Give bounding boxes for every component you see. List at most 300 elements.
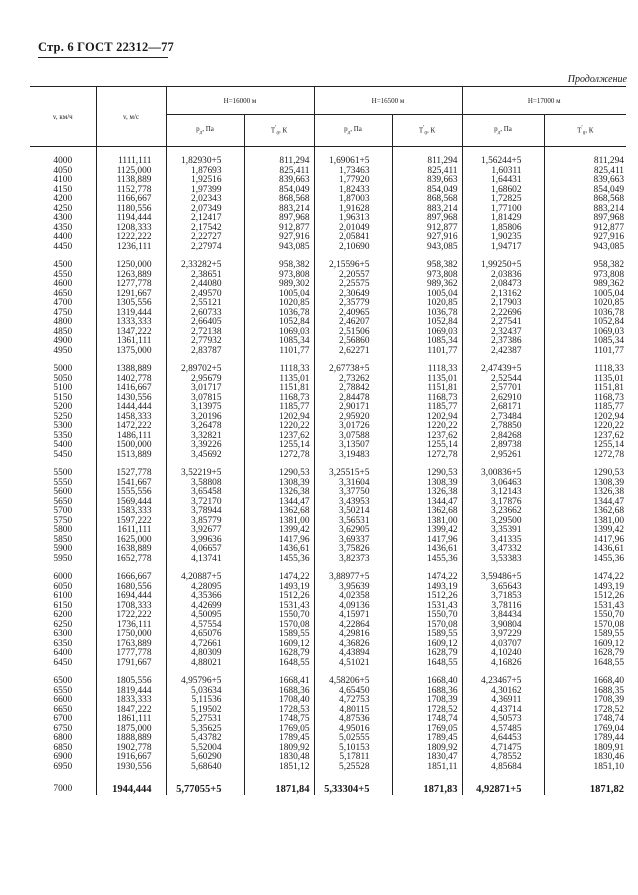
cell-t-17000: 1272,78 [544,451,626,461]
cell-v-kmh: 4400 [53,232,73,242]
cell-v-ms: 1694,444 [96,592,166,602]
cell-t-16000: 1069,03 [244,328,314,338]
cell-v-kmh: 5200 [53,402,73,412]
cell-t-16500: 1417,96 [392,536,462,546]
cell-t-17000: 1436,61 [544,545,626,555]
cell-t-16000: 1455,36 [244,555,314,565]
cell-p-16500: 1,73463 [314,167,392,177]
cell-p-16000: 1,92516 [166,176,244,186]
cell-p-16500: 4,15971 [314,611,392,621]
cell-t-16500: 958,382 [392,252,462,271]
cell-t-17000: 1609,12 [544,640,626,650]
cell-v-ms: 1902,778 [96,744,166,754]
cell-p-16000: 1,87693 [166,167,244,177]
cell-p-16500: 2,25575 [314,280,392,290]
cell-p-16500: 5,17811 [314,753,392,763]
cell-p-16000: 5,35625 [166,725,244,735]
cell-p-17000: 2,37386 [462,337,544,347]
cell-v-kmh: 4600 [53,279,73,289]
cell-t-16000: 1118,33 [244,356,314,375]
cell-p-17000: 4,50573 [462,715,544,725]
cell-p-16500: 2,30649 [314,290,392,300]
cell-t-16000: 1101,77 [244,347,314,357]
cell-p-16500: 1,87003 [314,195,392,205]
cell-t-17000: 897,968 [544,214,626,224]
cell-p-17000: 3,17876 [462,498,544,508]
cell-p-17000: 3,65643 [462,583,544,593]
cell-t-16000: 897,968 [244,214,314,224]
cell-t-17000: 883,214 [544,205,626,215]
cell-v-ms: 1361,111 [96,337,166,347]
cell-p-16500: 3,75826 [314,545,392,555]
cell-v-kmh: 4800 [53,317,73,327]
cell-p-16500: 5,10153 [314,744,392,754]
cell-p-16500: 3,13507 [314,441,392,451]
cell-v-kmh: 4200 [53,194,73,204]
cell-p-17000: 2,08473 [462,280,544,290]
cell-p-17000: 2,73484 [462,413,544,423]
cell-v-ms: 1444,444 [96,403,166,413]
cell-t-17000: 1362,68 [544,507,626,517]
cell-v-kmh: 6400 [53,648,73,658]
cell-p-16500: 3,37750 [314,488,392,498]
cell-p-16000: 5,77055+5 [166,772,244,795]
cell-p-16500: 4,72753 [314,696,392,706]
cell-t-17000: 927,916 [544,233,626,243]
cell-t-16500: 1237,62 [392,432,462,442]
table-row [30,555,626,565]
cell-t-16000: 1436,61 [244,545,314,555]
cell-t-16500: 1255,14 [392,441,462,451]
cell-t-16000: 1272,78 [244,451,314,461]
cell-t-16000: 1220,22 [244,422,314,432]
cell-t-16500: 1589,55 [392,630,462,640]
cell-p-17000: 1,68602 [462,186,544,196]
cell-v-ms: 1388,889 [96,356,166,375]
col-header-p: $p_д$, Па [166,115,244,147]
cell-t-17000: 1417,96 [544,536,626,546]
cell-v-ms: 1180,556 [96,205,166,215]
cell-t-17000: 1005,04 [544,290,626,300]
cell-t-16000: 1185,77 [244,403,314,413]
cell-v-kmh: 4350 [53,222,73,233]
table-row [30,451,626,461]
cell-v-kmh: 6550 [53,685,73,696]
cell-p-17000: 4,16826 [462,659,544,669]
cell-t-17000: 1474,22 [544,564,626,583]
cell-v-ms: 1486,111 [96,432,166,442]
cell-t-16500: 839,663 [392,176,462,186]
cell-t-16500: 973,808 [392,271,462,281]
cell-t-16500: 1308,39 [392,479,462,489]
cell-t-16000: 1474,22 [244,564,314,583]
cell-p-16500: 1,96313 [314,214,392,224]
cell-v-ms: 1611,111 [96,526,166,536]
cell-t-16000: 1085,34 [244,337,314,347]
cell-p-16500: 2,90171 [314,403,392,413]
cell-p-16500: 3,69337 [314,536,392,546]
cell-p-16000: 5,52004 [166,744,244,754]
cell-t-16000: 1531,43 [244,602,314,612]
cell-t-16000: 1020,85 [244,299,314,309]
cell-v-kmh: 5400 [53,440,73,450]
cell-t-16000: 811,294 [244,147,314,167]
cell-v-kmh: 4950 [53,345,73,356]
cell-p-16500: 3,62905 [314,526,392,536]
cell-p-16500: 3,95639 [314,583,392,593]
cell-p-16500: 5,02555 [314,734,392,744]
cell-p-16000: 3,45692 [166,451,244,461]
cell-p-17000: 2,22696 [462,309,544,319]
cell-t-17000: 1851,10 [544,763,626,773]
cell-p-16000: 2,89702+5 [166,356,244,375]
cell-p-16500: 4,36826 [314,640,392,650]
cell-v-ms: 1625,000 [96,536,166,546]
cell-p-16000: 4,80309 [166,649,244,659]
cell-t-17000: 1688,35 [544,687,626,697]
cell-v-ms: 1500,000 [96,441,166,451]
cell-p-17000: 3,53383 [462,555,544,565]
cell-t-16500: 927,916 [392,233,462,243]
cell-p-16000: 4,42699 [166,602,244,612]
cell-p-17000: 4,30162 [462,687,544,697]
cell-p-16500: 3,19483 [314,451,392,461]
cell-v-ms: 1430,556 [96,394,166,404]
cell-t-16000: 1417,96 [244,536,314,546]
cell-t-16500: 1789,45 [392,734,462,744]
cell-p-16000: 3,99636 [166,536,244,546]
cell-p-17000: 3,23662 [462,507,544,517]
cell-t-16000: 1748,75 [244,715,314,725]
cell-v-ms: 1194,444 [96,214,166,224]
cell-v-ms: 1777,778 [96,649,166,659]
cell-p-17000: 4,57485 [462,725,544,735]
col-header-p: $p_д$, Па [314,115,392,147]
cell-p-17000: 2,78850 [462,422,544,432]
cell-v-ms: 1305,556 [96,299,166,309]
cell-v-ms: 1583,333 [96,507,166,517]
cell-t-17000: 1085,34 [544,337,626,347]
cell-v-ms: 1666,667 [96,564,166,583]
cell-t-16000: 1036,78 [244,309,314,319]
cell-v-ms: 1291,667 [96,290,166,300]
cell-t-16500: 1728,52 [392,706,462,716]
cell-v-kmh: 4750 [53,307,73,318]
cell-v-ms: 1152,778 [96,186,166,196]
cell-p-16000: 2,49570 [166,290,244,300]
cell-t-16500: 1871,83 [392,772,462,795]
cell-v-ms: 1847,222 [96,706,166,716]
cell-p-16000: 2,44080 [166,280,244,290]
table-row [30,252,626,271]
cell-t-16000: 1728,53 [244,706,314,716]
cell-p-16000: 5,19502 [166,706,244,716]
cell-p-16500: 4,02358 [314,592,392,602]
cell-v-ms: 1819,444 [96,687,166,697]
cell-t-16500: 1362,68 [392,507,462,517]
cell-t-16000: 1570,08 [244,621,314,631]
cell-t-17000: 1455,36 [544,555,626,565]
cell-p-16500: 5,25528 [314,763,392,773]
cell-v-kmh: 6000 [53,572,73,582]
cell-t-17000: 1220,22 [544,422,626,432]
cell-p-16500: 1,77920 [314,176,392,186]
cell-t-16000: 1290,53 [244,460,314,479]
cell-t-16000: 1202,94 [244,413,314,423]
cell-v-ms: 1861,111 [96,715,166,725]
cell-t-16000: 1381,00 [244,517,314,527]
cell-v-ms: 1416,667 [96,384,166,394]
cell-t-17000: 854,049 [544,186,626,196]
cell-v-ms: 1138,889 [96,176,166,186]
cell-p-16000: 2,60733 [166,309,244,319]
cell-p-17000: 2,68171 [462,403,544,413]
cell-v-ms: 1930,556 [96,763,166,773]
cell-v-ms: 1888,889 [96,734,166,744]
cell-t-16500: 1609,12 [392,640,462,650]
table-row [30,772,626,795]
cell-p-16500: 2,01049 [314,224,392,234]
cell-t-17000: 1589,55 [544,630,626,640]
cell-t-16000: 973,808 [244,271,314,281]
cell-t-16500: 1101,77 [392,347,462,357]
cell-t-17000: 1570,08 [544,621,626,631]
cell-t-16000: 1769,05 [244,725,314,735]
cell-p-16000: 4,20887+5 [166,564,244,583]
cell-t-17000: 1290,53 [544,460,626,479]
cell-t-17000: 1512,26 [544,592,626,602]
cell-v-kmh: 5850 [53,534,73,545]
cell-v-ms: 1222,222 [96,233,166,243]
cell-t-17000: 912,877 [544,224,626,234]
cell-p-16000: 4,35366 [166,592,244,602]
cell-p-16000: 1,97399 [166,186,244,196]
table-row [30,460,626,479]
cell-t-16500: 854,049 [392,186,462,196]
cell-p-16000: 4,57554 [166,621,244,631]
cell-p-17000: 4,78552 [462,753,544,763]
cell-p-17000: 1,99250+5 [462,252,544,271]
cell-p-16000: 2,77932 [166,337,244,347]
cell-v-ms: 1402,778 [96,375,166,385]
cell-p-16500: 4,22864 [314,621,392,631]
cell-t-17000: 1809,91 [544,744,626,754]
cell-p-17000: 3,47332 [462,545,544,555]
cell-t-16000: 1668,41 [244,668,314,687]
cell-t-16000: 1871,84 [244,772,314,795]
cell-t-16000: 1851,12 [244,763,314,773]
cell-p-16000: 3,52219+5 [166,460,244,479]
cell-t-17000: 1648,55 [544,659,626,669]
cell-p-16000: 3,85779 [166,517,244,527]
cell-p-17000: 3,97229 [462,630,544,640]
cell-v-ms: 1277,778 [96,280,166,290]
cell-t-16000: 1688,36 [244,687,314,697]
cell-v-kmh: 6200 [53,610,73,620]
cell-p-16500: 2,84478 [314,394,392,404]
cell-p-16000: 3,20196 [166,413,244,423]
cell-p-17000: 2,52544 [462,375,544,385]
cell-t-16500: 1326,38 [392,488,462,498]
cell-p-16500: 1,69061+5 [314,147,392,167]
cell-p-16500: 2,73262 [314,375,392,385]
cell-v-kmh: 6650 [53,704,73,715]
cell-p-17000: 3,12143 [462,488,544,498]
cell-p-16000: 3,58808 [166,479,244,489]
cell-t-16500: 1005,04 [392,290,462,300]
cell-t-17000: 1135,01 [544,375,626,385]
cell-p-17000: 2,95261 [462,451,544,461]
cell-t-17000: 825,411 [544,167,626,177]
cell-v-kmh: 5000 [53,364,73,374]
cell-v-ms: 1347,222 [96,328,166,338]
cell-p-16500: 3,31604 [314,479,392,489]
cell-v-kmh: 6850 [53,742,73,753]
cell-v-kmh: 5350 [53,430,73,441]
cell-t-16000: 868,568 [244,195,314,205]
cell-p-17000: 4,92871+5 [462,772,544,795]
cell-p-16500: 2,78842 [314,384,392,394]
cell-v-ms: 1569,444 [96,498,166,508]
cell-t-16000: 883,214 [244,205,314,215]
col-header-v-kmh: v, км/ч [30,87,96,147]
cell-t-16500: 811,294 [392,147,462,167]
table-row [30,147,626,167]
cell-v-ms: 1597,222 [96,517,166,527]
cell-v-ms: 1736,111 [96,621,166,631]
cell-t-16500: 1069,03 [392,328,462,338]
cell-p-16000: 4,72661 [166,640,244,650]
cell-t-16000: 1362,68 [244,507,314,517]
cell-v-ms: 1916,667 [96,753,166,763]
cell-t-17000: 1628,79 [544,649,626,659]
cell-p-17000: 3,35391 [462,526,544,536]
cell-t-16000: 1052,84 [244,318,314,328]
cell-t-17000: 1036,78 [544,309,626,319]
cell-v-kmh: 6100 [53,591,73,601]
cell-t-17000: 1069,03 [544,328,626,338]
cell-p-17000: 4,85684 [462,763,544,773]
cell-v-kmh: 6050 [53,581,73,592]
cell-t-16500: 1512,26 [392,592,462,602]
cell-p-16000: 3,92677 [166,526,244,536]
cell-t-17000: 1185,77 [544,403,626,413]
cell-p-16000: 2,12417 [166,214,244,224]
cell-p-17000: 2,84268 [462,432,544,442]
cell-p-17000: 4,03707 [462,640,544,650]
cell-t-16500: 1668,40 [392,668,462,687]
cell-v-kmh: 4850 [53,326,73,337]
cell-v-kmh: 6250 [53,619,73,630]
cell-t-16500: 1550,70 [392,611,462,621]
cell-p-17000: 3,41335 [462,536,544,546]
table-row [30,659,626,669]
cell-t-16500: 1809,92 [392,744,462,754]
cell-t-16500: 1493,19 [392,583,462,593]
cell-v-ms: 1944,444 [96,772,166,795]
cell-t-16500: 1220,22 [392,422,462,432]
cell-v-ms: 1750,000 [96,630,166,640]
cell-t-16500: 1708,39 [392,696,462,706]
col-header-v-ms: v, м/с [96,87,166,147]
cell-t-17000: 868,568 [544,195,626,205]
cell-p-16500: 4,09136 [314,602,392,612]
cell-v-kmh: 5100 [53,383,73,393]
cell-p-17000: 3,78116 [462,602,544,612]
cell-v-kmh: 6700 [53,714,73,724]
cell-p-16500: 2,51506 [314,328,392,338]
cell-t-16500: 1455,36 [392,555,462,565]
table-row [30,243,626,253]
cell-t-17000: 1237,62 [544,432,626,442]
cell-t-17000: 1531,43 [544,602,626,612]
cell-p-17000: 2,47439+5 [462,356,544,375]
cell-p-16500: 3,01726 [314,422,392,432]
cell-v-ms: 1541,667 [96,479,166,489]
cell-v-ms: 1236,111 [96,243,166,253]
cell-t-16500: 883,214 [392,205,462,215]
cell-t-16000: 1135,01 [244,375,314,385]
cell-v-ms: 1791,667 [96,659,166,669]
cell-t-16500: 1085,34 [392,337,462,347]
cell-v-ms: 1125,000 [96,167,166,177]
cell-t-17000: 973,808 [544,271,626,281]
cell-p-16000: 5,43782 [166,734,244,744]
cell-t-16500: 1628,79 [392,649,462,659]
table-row [30,347,626,357]
cell-p-17000: 1,90235 [462,233,544,243]
cell-p-17000: 2,13162 [462,290,544,300]
cell-t-16000: 1344,47 [244,498,314,508]
cell-p-16000: 2,07349 [166,205,244,215]
cell-v-ms: 1875,000 [96,725,166,735]
col-header-t: $T'_0$, К [392,115,462,147]
cell-t-16500: 1399,42 [392,526,462,536]
header-rule [38,57,168,58]
cell-p-17000: 2,89738 [462,441,544,451]
col-header-t: $T'_0$, К [544,115,626,147]
cell-t-17000: 958,382 [544,252,626,271]
cell-p-16500: 2,15596+5 [314,252,392,271]
cell-p-16000: 2,72138 [166,328,244,338]
cell-v-kmh: 6300 [53,629,73,639]
cell-t-16000: 1308,39 [244,479,314,489]
cell-p-17000: 1,64431 [462,176,544,186]
cell-p-16000: 2,95679 [166,375,244,385]
cell-p-16500: 3,25515+5 [314,460,392,479]
cell-v-ms: 1111,111 [96,147,166,167]
cell-p-16000: 3,65458 [166,488,244,498]
cell-t-17000: 1344,47 [544,498,626,508]
cell-t-16500: 1036,78 [392,309,462,319]
cell-t-16500: 1830,47 [392,753,462,763]
cell-t-16000: 1789,45 [244,734,314,744]
cell-v-kmh: 6600 [53,695,73,705]
page-header: Стр. 6 ГОСТ 22312—77 [38,40,174,54]
cell-t-17000: 1708,39 [544,696,626,706]
cell-v-ms: 1708,333 [96,602,166,612]
cell-t-17000: 1668,40 [544,668,626,687]
cell-t-16000: 1589,55 [244,630,314,640]
cell-t-17000: 1381,00 [544,517,626,527]
cell-p-17000: 3,71853 [462,592,544,602]
cell-t-16500: 1185,77 [392,403,462,413]
cell-v-kmh: 5500 [53,468,73,478]
cell-t-16500: 1570,08 [392,621,462,631]
cell-p-17000: 4,10240 [462,649,544,659]
cell-v-ms: 1805,556 [96,668,166,687]
cell-t-16000: 1550,70 [244,611,314,621]
